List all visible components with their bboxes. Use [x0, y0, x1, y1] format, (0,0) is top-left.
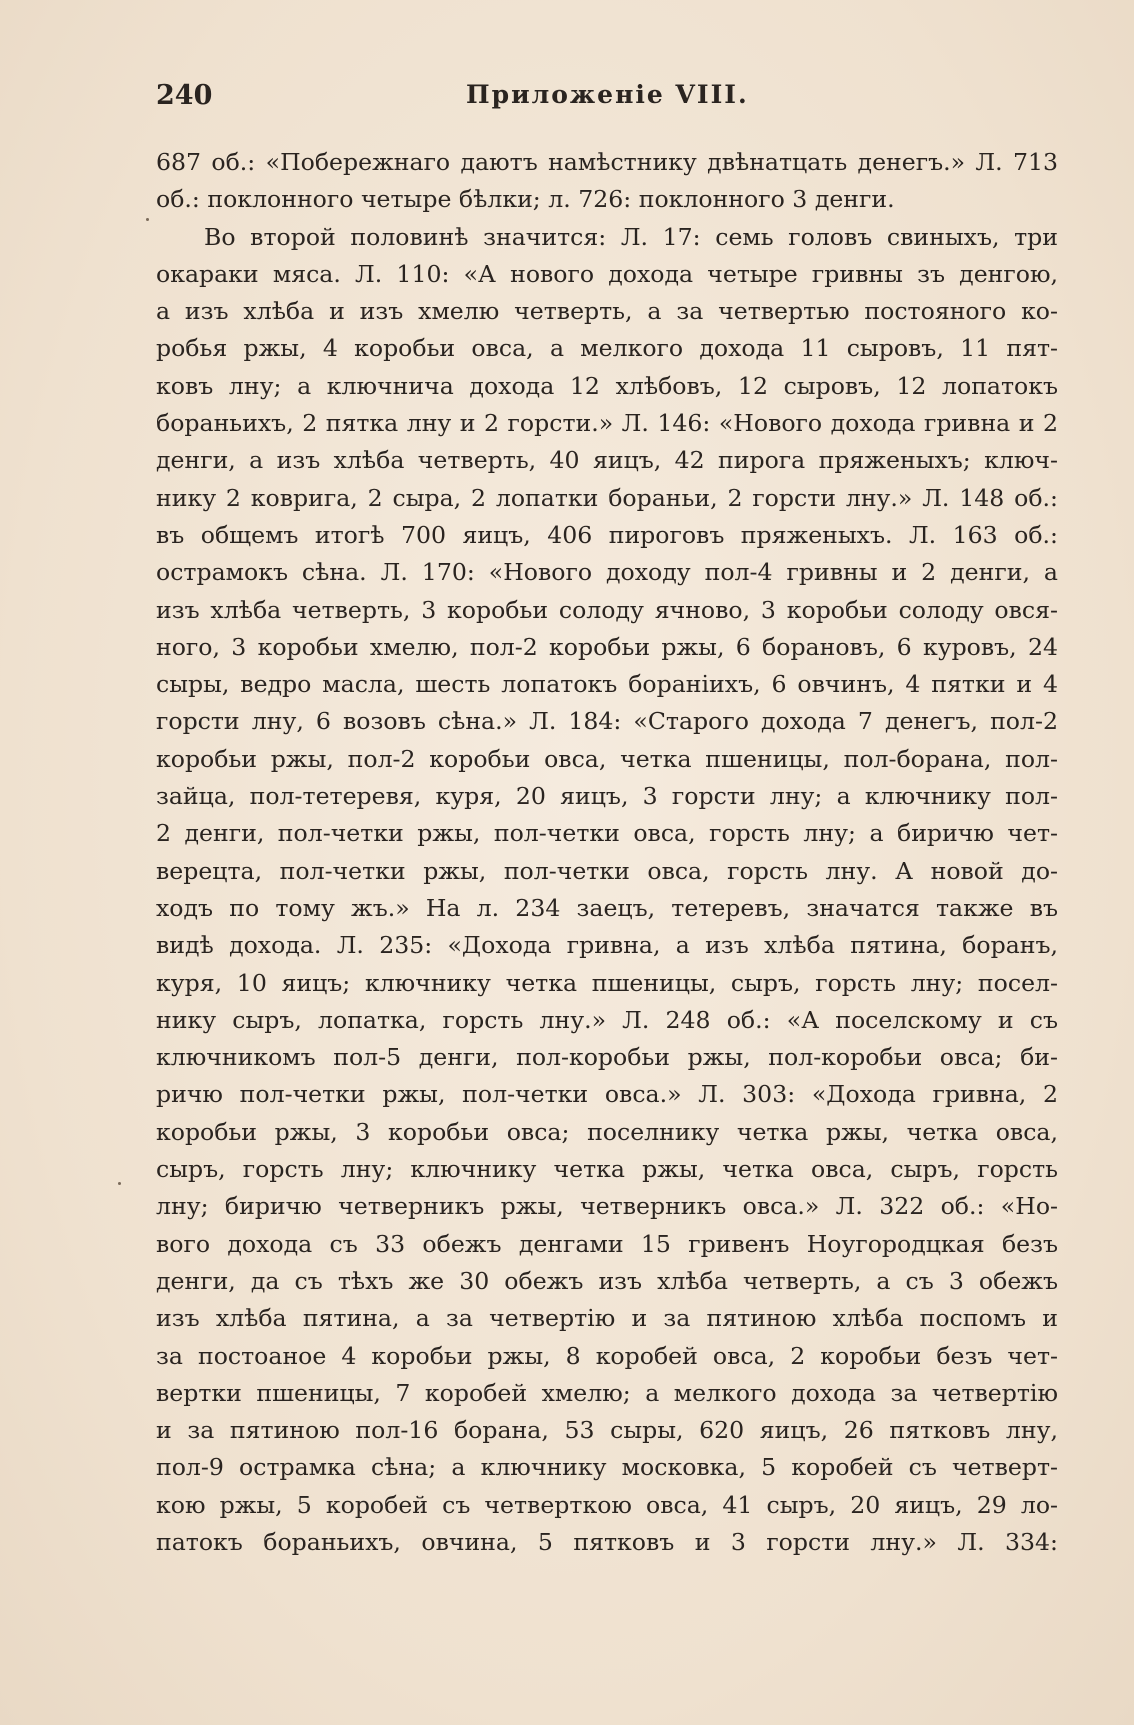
text-line: ного, 3 коробьи хмелю, пол-2 коробьи ржы, 6 борановъ, 6 куровъ, 24 [156, 632, 1058, 661]
text-line: денги, да съ тѣхъ же 30 обежъ изъ хлѣба четверть, а съ 3 обежъ [156, 1266, 1058, 1295]
text-line: изъ хлѣба пятина, а за четвертiю и за пятиною хлѣба поспомъ и [156, 1304, 1058, 1333]
text-line: бораньихъ, 2 пятка лну и 2 горсти.» Л. 146: «Нового дохода гривна и 2 [156, 409, 1058, 438]
text-line: за постоаное 4 коробьи ржы, 8 коробей овса, 2 коробьи безъ чет- [156, 1341, 1058, 1370]
body-text [156, 144, 1058, 1561]
text-line: острамокъ сѣна. Л. 170: «Нового доходу пол-4 гривны и 2 денги, а [156, 558, 1058, 587]
text-line: патокъ бораньихъ, овчина, 5 пятковъ и 3 горсти лну.» Л. 334: [156, 1527, 1058, 1556]
text-line: коробьи ржы, 3 коробьи овса; поселнику четка ржы, четка овса, [156, 1117, 1058, 1146]
text-line: робья ржы, 4 коробьи овса, а мелкого дохода 11 сыровъ, 11 пят- [156, 334, 1058, 363]
text-line: видѣ дохода. Л. 235: «Дохода гривна, а изъ хлѣба пятина, боранъ, [156, 931, 1058, 960]
page-header [156, 80, 1058, 120]
text-line: изъ хлѣба четверть, 3 коробьи солоду ячново, 3 коробьи солоду овся- [156, 595, 1058, 624]
text-line: горсти лну, 6 возовъ сѣна.» Л. 184: «Старого дохода 7 денегъ, пол-2 [156, 707, 1058, 736]
text-line: Во второй половинѣ значится: Л. 17: семь головъ свиныхъ, три [204, 222, 1058, 251]
text-line: 2 денги, пол-четки ржы, пол-четки овса, горсть лну; а биричю чет- [156, 819, 1058, 848]
paper-speck [146, 218, 149, 221]
text-line: сыры, ведро масла, шесть лопатокъ боранiихъ, 6 овчинъ, 4 пятки и 4 [156, 670, 1058, 699]
text-line: лну; биричю четверникъ ржы, четверникъ овса.» Л. 322 об.: «Но- [156, 1192, 1058, 1221]
text-line: пол-9 острамка сѣна; а ключнику московка, 5 коробей съ четверт- [156, 1453, 1058, 1482]
text-line: въ общемъ итогѣ 700 яицъ, 406 пироговъ пряженыхъ. Л. 163 об.: [156, 520, 1058, 549]
text-line: куря, 10 яицъ; ключнику четка пшеницы, сыръ, горсть лну; посел- [156, 968, 1058, 997]
text-line: зайца, пол-тетеревя, куря, 20 яицъ, 3 горсти лну; а ключнику пол- [156, 782, 1058, 811]
page-number: 240 [156, 80, 213, 111]
text-line: ковъ лну; а ключнича дохода 12 хлѣбовъ, 12 сыровъ, 12 лопатокъ [156, 371, 1058, 400]
text-line: вертки пшеницы, 7 коробей хмелю; а мелкого дохода за четвертiю [156, 1378, 1058, 1407]
text-line: денги, а изъ хлѣба четверть, 40 яицъ, 42 пирога пряженыхъ; ключ- [156, 446, 1058, 475]
text-line: а изъ хлѣба и изъ хмелю четверть, а за четвертью постояного ко- [156, 297, 1058, 326]
text-line: верецта, пол-четки ржы, пол-четки овса, горсть лну. А новой до- [156, 856, 1058, 885]
text-line: вого дохода съ 33 обежъ денгами 15 гривенъ Ноугородцкая безъ [156, 1229, 1058, 1258]
running-title: Приложенiе VIII. [466, 80, 749, 109]
text-line: кою ржы, 5 коробей съ четверткою овса, 41 сыръ, 20 яицъ, 29 ло- [156, 1490, 1058, 1519]
text-line: окараки мяса. Л. 110: «А нового дохода четыре гривны зъ денгою, [156, 259, 1058, 288]
text-line: 687 об.: «Побережнаго даютъ намѣстнику двѣнатцать денегъ.» Л. 713 [156, 148, 1058, 176]
text-line: сыръ, горсть лну; ключнику четка ржы, четка овса, сыръ, горсть [156, 1155, 1058, 1184]
text-line: ричю пол-четки ржы, пол-четки овса.» Л. 303: «Дохода гривна, 2 [156, 1080, 1058, 1109]
text-line: нику сыръ, лопатка, горсть лну.» Л. 248 об.: «А поселскому и съ [156, 1005, 1058, 1034]
text-line: коробьи ржы, пол-2 коробьи овса, четка пшеницы, пол-борана, пол- [156, 744, 1058, 773]
text-line: ключникомъ пол-5 денги, пол-коробьи ржы, пол-коробьи овса; би- [156, 1043, 1058, 1072]
paper-speck [118, 1182, 121, 1185]
text-line: ходъ по тому жъ.» На л. 234 заецъ, тетеревъ, значатся также въ [156, 893, 1058, 922]
text-line: нику 2 коврига, 2 сыра, 2 лопатки бораньи, 2 горсти лну.» Л. 148 об.: [156, 483, 1058, 512]
text-line: об.: поклонного четыре бѣлки; л. 726: поклонного 3 денги. [156, 185, 895, 214]
text-line: и за пятиною пол-16 борана, 53 сыры, 620 яицъ, 26 пятковъ лну, [156, 1416, 1058, 1445]
